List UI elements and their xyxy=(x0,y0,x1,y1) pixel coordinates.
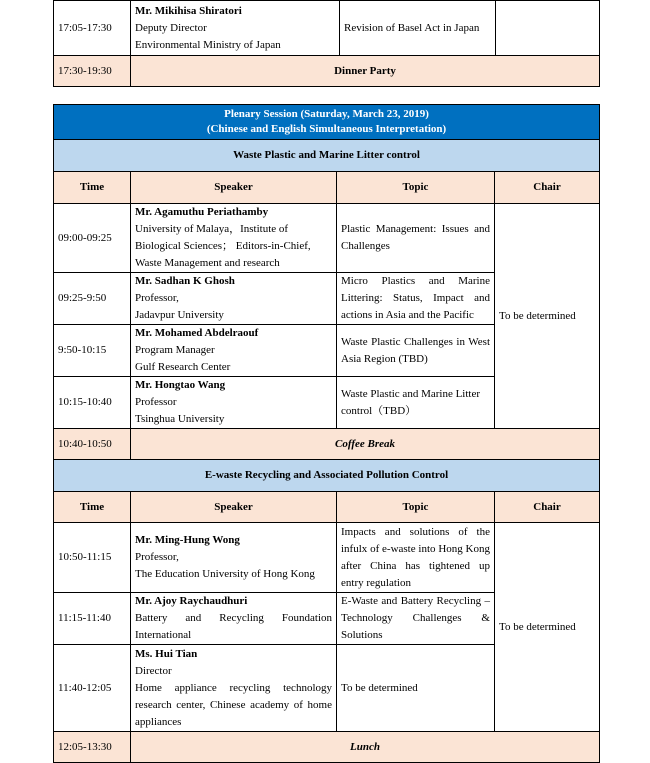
time-cell: 09:25-9:50 xyxy=(54,273,131,325)
time-cell: 12:05-13:30 xyxy=(54,732,131,763)
coffee-break-cell: Coffee Break xyxy=(131,429,600,460)
speaker-name: Ms. Hui Tian xyxy=(135,647,198,660)
speaker-line: Director xyxy=(135,664,172,677)
section-heading: E-waste Recycling and Associated Pollution Control xyxy=(54,460,600,492)
header-topic: Topic xyxy=(337,172,495,204)
speaker-name: Mr. Ajoy Raychaudhuri xyxy=(135,595,248,607)
topic-cell: Impacts and solutions of the infulx of e-waste into Hong Kong after China has tightened up entry regulation xyxy=(337,523,495,593)
speaker-line: Waste Management and research xyxy=(135,257,280,269)
plenary-title-cell xyxy=(54,105,600,140)
speaker-line: Professor, xyxy=(135,292,179,304)
column-header-row xyxy=(54,492,600,523)
header-topic: Topic xyxy=(337,492,495,523)
table-row xyxy=(54,1,600,56)
chair-cell: To be determined xyxy=(495,204,600,429)
time-cell: 10:40-10:50 xyxy=(54,429,131,460)
speaker-line: Gulf Research Center xyxy=(135,361,231,373)
header-chair: Chair xyxy=(495,172,600,204)
speaker-line: Deputy Director xyxy=(135,21,207,34)
speaker-line: The Education University of Hong Kong xyxy=(135,568,315,580)
speaker-line: Biological Sciences； Editors-in-Chief, xyxy=(135,240,311,252)
speaker-name: Mr. Hongtao Wang xyxy=(135,379,226,391)
time-cell: 9:50-10:15 xyxy=(54,325,131,377)
dinner-party-cell: Dinner Party xyxy=(131,56,600,87)
header-speaker: Speaker xyxy=(131,492,337,523)
header-time: Time xyxy=(54,172,131,204)
table-row xyxy=(54,56,600,87)
speaker-line: University of Malaya，Institute of xyxy=(135,223,289,235)
plenary-subtitle: (Chinese and English Simultaneous Interpretation) xyxy=(206,123,447,135)
speaker-name: Mr. Ming-Hung Wong xyxy=(135,534,240,546)
plenary-title-row xyxy=(54,105,600,140)
speaker-cell xyxy=(131,1,340,56)
time-cell: 17:30-19:30 xyxy=(54,56,131,87)
topic-cell: Revision of Basel Act in Japan xyxy=(340,1,496,56)
lunch-cell: Lunch xyxy=(131,732,600,763)
topic-cell: Micro Plastics and Marine Littering: Status, Impact and actions in Asia and the Pacific xyxy=(337,273,495,325)
speaker-cell xyxy=(131,273,337,325)
topic-cell: Waste Plastic Challenges in West Asia Region (TBD) xyxy=(337,325,495,377)
time-cell: 09:00-09:25 xyxy=(54,204,131,273)
speaker-line: Jadavpur University xyxy=(135,309,224,321)
time-cell: 11:15-11:40 xyxy=(54,593,131,645)
speaker-name: Mr. Mohamed Abdelraouf xyxy=(135,327,259,339)
speaker-cell xyxy=(131,204,337,273)
time-cell: 11:40-12:05 xyxy=(54,645,131,732)
time-cell: 17:05-17:30 xyxy=(54,1,131,56)
plenary-title: Plenary Session (Saturday, March 23, 2019) xyxy=(224,108,429,120)
speaker-line: Professor xyxy=(135,396,177,408)
speaker-name: Mr. Agamuthu Periathamby xyxy=(135,206,269,218)
topic-cell: E-Waste and Battery Recycling – Technology Challenges & Solutions xyxy=(337,593,495,645)
topic-cell: Plastic Management: Issues and Challenges xyxy=(337,204,495,273)
speaker-cell xyxy=(131,645,337,732)
time-cell: 10:15-10:40 xyxy=(54,377,131,429)
time-cell: 10:50-11:15 xyxy=(54,523,131,593)
section-heading-row xyxy=(54,140,600,172)
topic-cell: Waste Plastic and Marine Litter control（TBD） xyxy=(337,377,495,429)
header-speaker: Speaker xyxy=(131,172,337,204)
speaker-cell xyxy=(131,593,337,645)
speaker-cell xyxy=(131,377,337,429)
speaker-line: Battery and Recycling Foundation International xyxy=(135,612,332,641)
speaker-name: Mr. Sadhan K Ghosh xyxy=(135,275,235,287)
chair-cell: To be determined xyxy=(495,523,600,732)
table-row xyxy=(54,204,600,273)
speaker-cell xyxy=(131,325,337,377)
speaker-cell xyxy=(131,523,337,593)
top-schedule-table xyxy=(53,0,600,87)
section-heading: Waste Plastic and Marine Litter control xyxy=(54,140,600,172)
speaker-line: Professor, xyxy=(135,551,179,563)
column-header-row xyxy=(54,172,600,204)
speaker-name: Mr. Mikihisa Shiratori xyxy=(135,4,242,17)
break-row xyxy=(54,732,600,763)
plenary-schedule-table xyxy=(53,104,600,763)
speaker-line: Home appliance recycling technology research center, Chinese academy of home appliances xyxy=(135,681,332,728)
topic-cell: To be determined xyxy=(337,645,495,732)
speaker-line: Tsinghua University xyxy=(135,413,225,425)
speaker-line: Environmental Ministry of Japan xyxy=(135,38,281,51)
speaker-line: Program Manager xyxy=(135,344,215,356)
break-row xyxy=(54,429,600,460)
chair-cell xyxy=(496,1,600,56)
table-row xyxy=(54,523,600,593)
section-heading-row xyxy=(54,460,600,492)
header-chair: Chair xyxy=(495,492,600,523)
header-time: Time xyxy=(54,492,131,523)
